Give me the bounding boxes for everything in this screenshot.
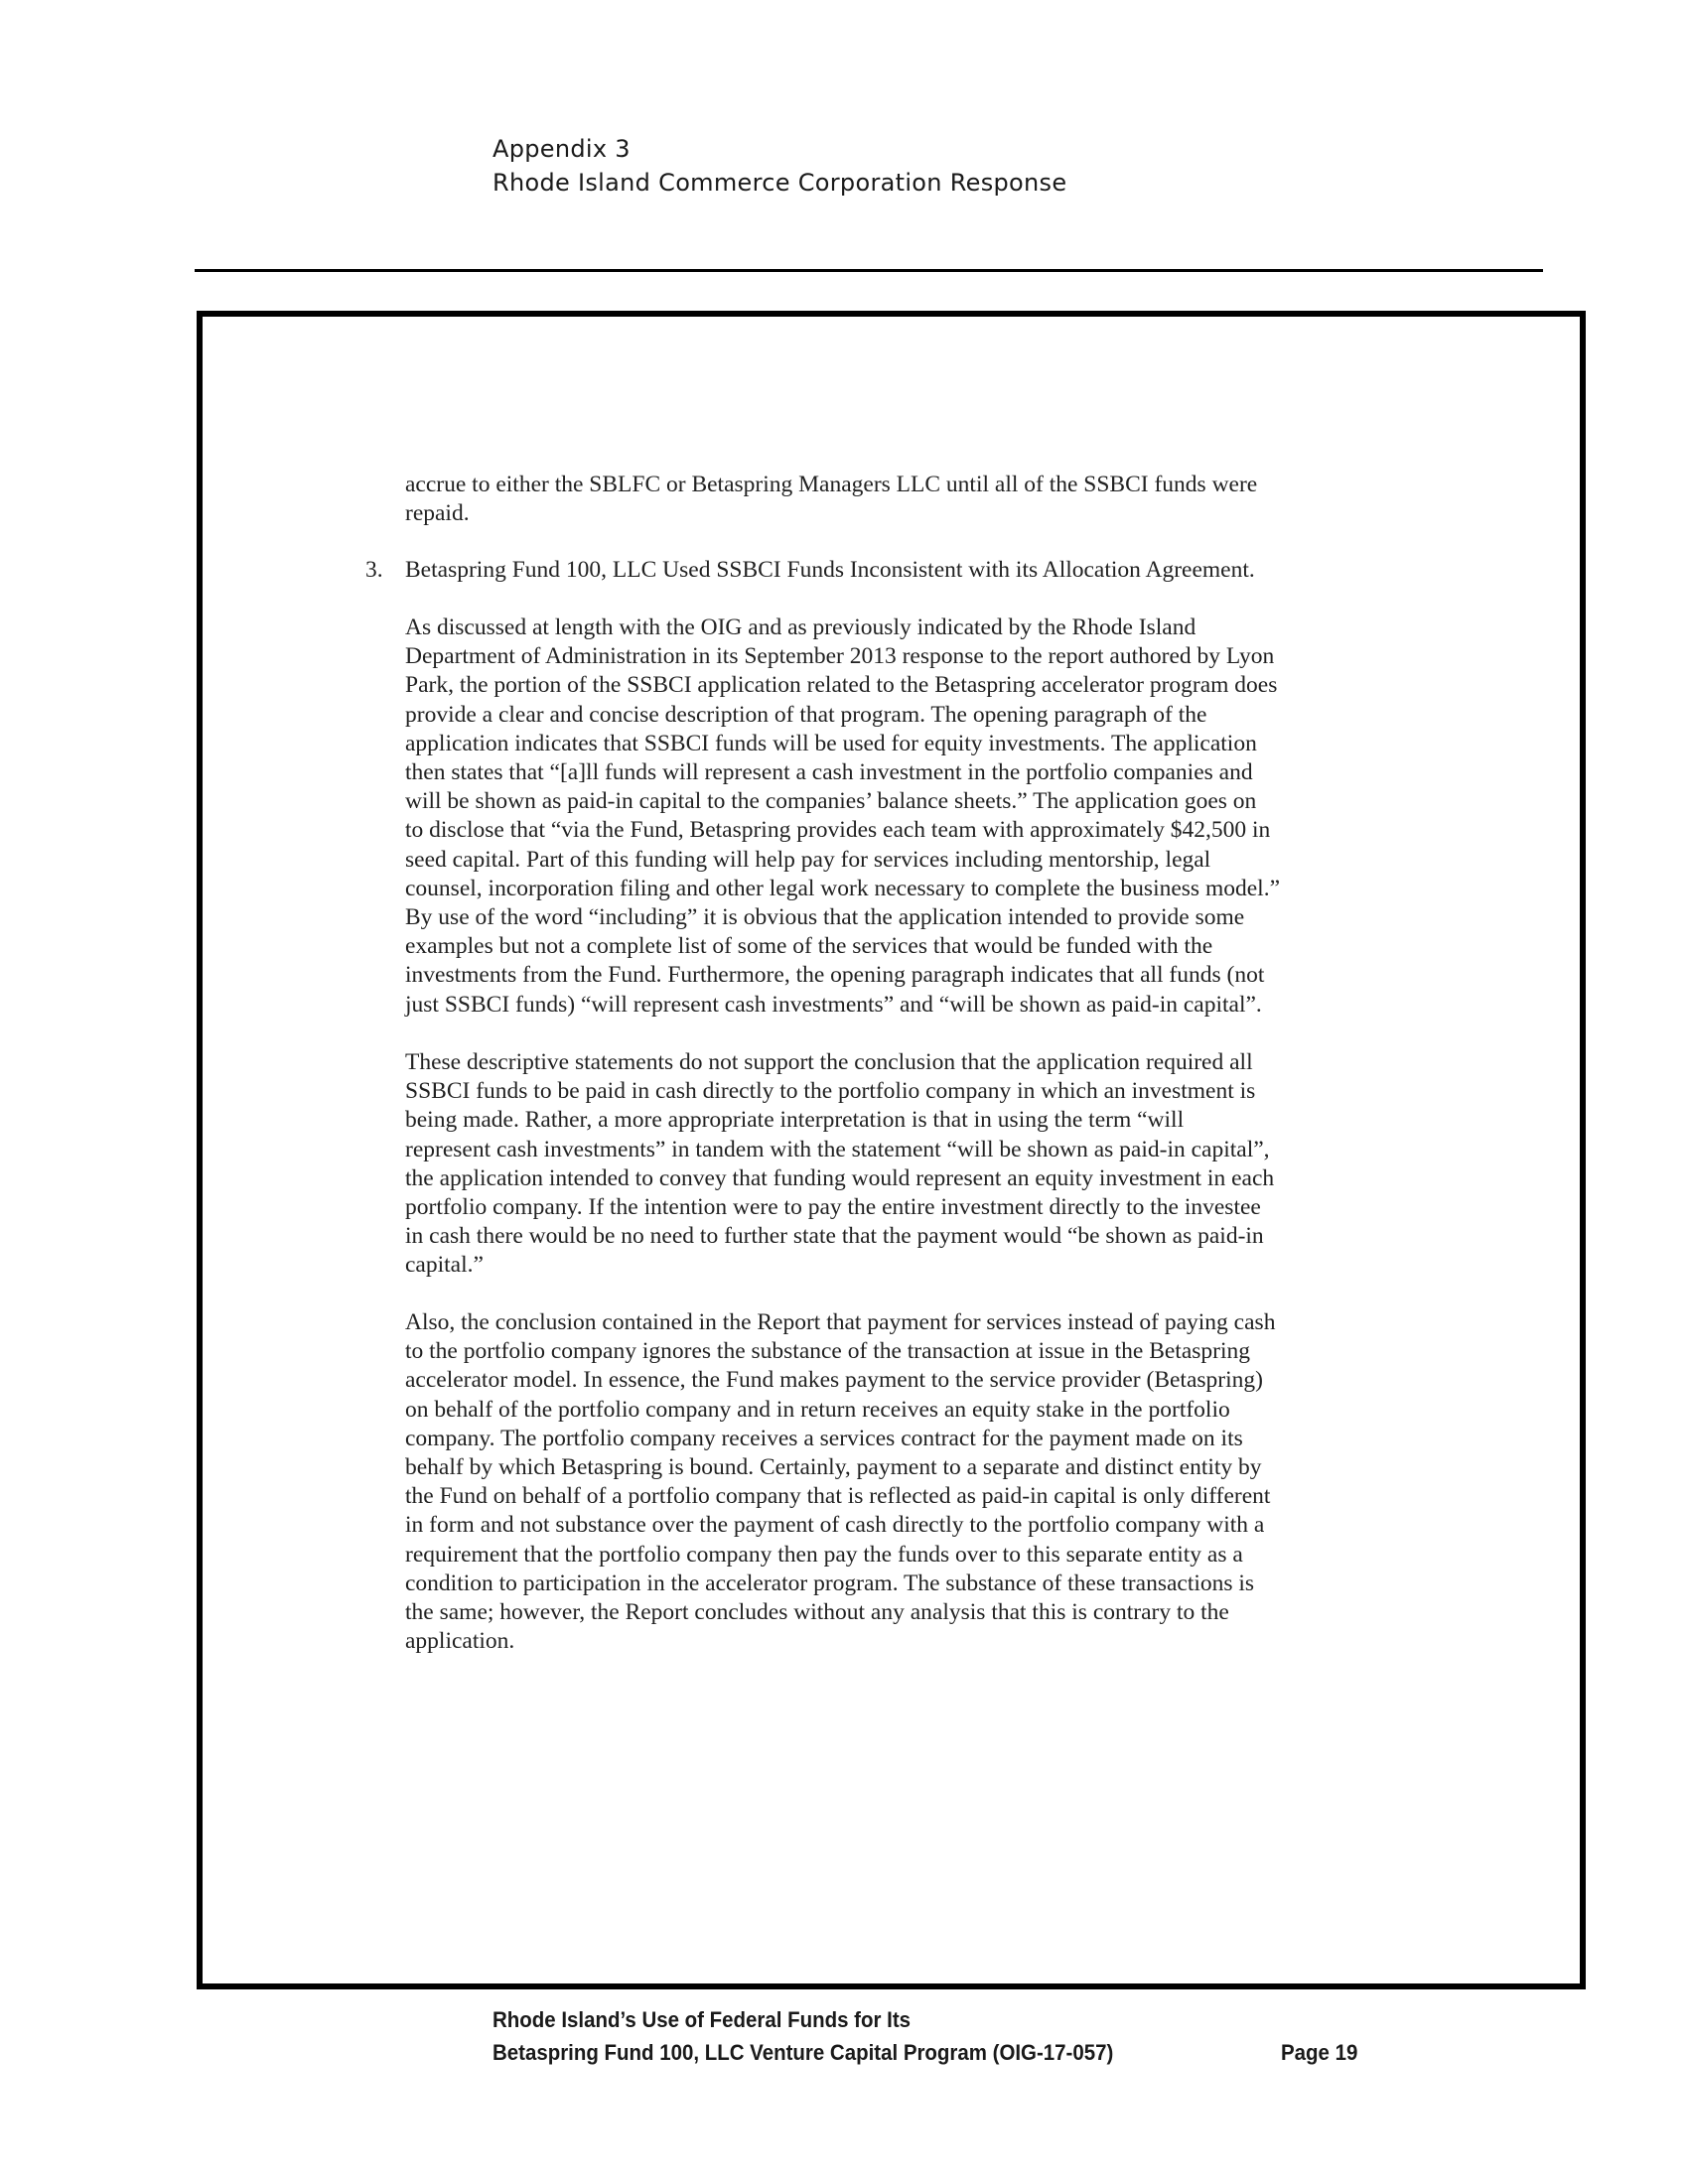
- text-line: to disclose that “via the Fund, Betaspring provides each team with approximately $42,500 in: [405, 817, 1271, 844]
- text-line: As discussed at length with the OIG and as previously indicated by the Rhode Island: [405, 614, 1196, 640]
- text-line: condition to participation in the accelerator program. The substance of these transactions is: [405, 1570, 1255, 1596]
- text-line: application.: [405, 1628, 515, 1655]
- text-line: examples but not a complete list of some of the services that would be funded with the: [405, 933, 1213, 960]
- text-line: the application intended to convey that funding would represent an equity investment in each: [405, 1164, 1275, 1191]
- item-heading-text: Betaspring Fund 100, LLC Used SSBCI Funds Inconsistent with its Allocation Agreement.: [405, 557, 1255, 583]
- continuation-paragraph: [405, 471, 1257, 528]
- text-line: By use of the word “including” it is obvious that the application intended to provide some: [405, 904, 1245, 931]
- paragraph-1: [405, 614, 1280, 1020]
- header-rule: [195, 269, 1543, 272]
- appendix-label: Appendix 3: [492, 135, 631, 163]
- text-line: Department of Administration in its September 2013 response to the report authored by Lyon: [405, 643, 1275, 670]
- text-line: requirement that the portfolio company then pay the funds over to this separate entity as a: [405, 1541, 1243, 1568]
- paragraph-2: [405, 1048, 1274, 1281]
- item-number: 3.: [365, 557, 383, 583]
- page-number: Page 19: [1281, 2040, 1358, 2065]
- appendix-title: Rhode Island Commerce Corporation Response: [492, 169, 1067, 197]
- text-line: These descriptive statements do not support the conclusion that the application required all: [405, 1049, 1253, 1075]
- text-line: to the portfolio company ignores the substance of the transaction at issue in the Betaspring: [405, 1338, 1251, 1365]
- text-line: in cash there would be no need to further state that the payment would “be shown as paid-in: [405, 1223, 1264, 1250]
- text-line: being made. Rather, a more appropriate interpretation is that in using the term “will: [405, 1107, 1185, 1134]
- paragraph-3: [405, 1308, 1275, 1656]
- text-line: counsel, incorporation filing and other legal work necessary to complete the business model.”: [405, 875, 1280, 901]
- text-line: on behalf of the portfolio company and in return receives an equity stake in the portfolio: [405, 1396, 1230, 1423]
- footer-report-title: Rhode Island’s Use of Federal Funds for Its: [492, 2007, 912, 2032]
- text-line: the same; however, the Report concludes without any analysis that this is contrary to the: [405, 1599, 1229, 1626]
- text-line: just SSBCI funds) “will represent cash investments” and “will be shown as paid-in capital”.: [405, 991, 1262, 1018]
- text-line: accrue to either the SBLFC or Betaspring Managers LLC until all of the SSBCI funds were: [405, 472, 1258, 497]
- footer-report-subtitle: Betaspring Fund 100, LLC Venture Capital Program (OIG-17-057): [492, 2040, 1114, 2065]
- text-line: Park, the portion of the SSBCI application related to the Betaspring accelerator program does: [405, 672, 1278, 699]
- item-heading: [405, 556, 1255, 585]
- text-line: in form and not substance over the payment of cash directly to the portfolio company with a: [405, 1512, 1265, 1539]
- text-line: behalf by which Betaspring is bound. Certainly, payment to a separate and distinct entity by: [405, 1454, 1262, 1481]
- text-line: seed capital. Part of this funding will help pay for services including mentorship, legal: [405, 846, 1211, 873]
- text-line: then states that “[a]ll funds will represent a cash investment in the portfolio companies and: [405, 759, 1253, 786]
- text-line: the Fund on behalf of a portfolio company that is reflected as paid-in capital is only different: [405, 1483, 1271, 1510]
- text-line: repaid.: [405, 500, 470, 527]
- text-line: capital.”: [405, 1252, 484, 1279]
- text-line: SSBCI funds to be paid in cash directly to the portfolio company in which an investment is: [405, 1078, 1256, 1105]
- text-line: will be shown as paid-in capital to the companies’ balance sheets.” The application goes on: [405, 788, 1257, 815]
- text-line: investments from the Fund. Furthermore, the opening paragraph indicates that all funds (not: [405, 962, 1265, 989]
- text-line: represent cash investments” in tandem with the statement “will be shown as paid-in capital”,: [405, 1136, 1270, 1162]
- text-line: accelerator model. In essence, the Fund makes payment to the service provider (Betaspring): [405, 1367, 1263, 1394]
- text-line: company. The portfolio company receives a services contract for the payment made on its: [405, 1425, 1243, 1451]
- text-line: application indicates that SSBCI funds will be used for equity investments. The application: [405, 730, 1257, 756]
- text-line: Also, the conclusion contained in the Report that payment for services instead of paying cash: [405, 1309, 1276, 1335]
- text-line: provide a clear and concise description of that program. The opening paragraph of the: [405, 701, 1207, 728]
- text-line: portfolio company. If the intention were to pay the entire investment directly to the investee: [405, 1194, 1261, 1221]
